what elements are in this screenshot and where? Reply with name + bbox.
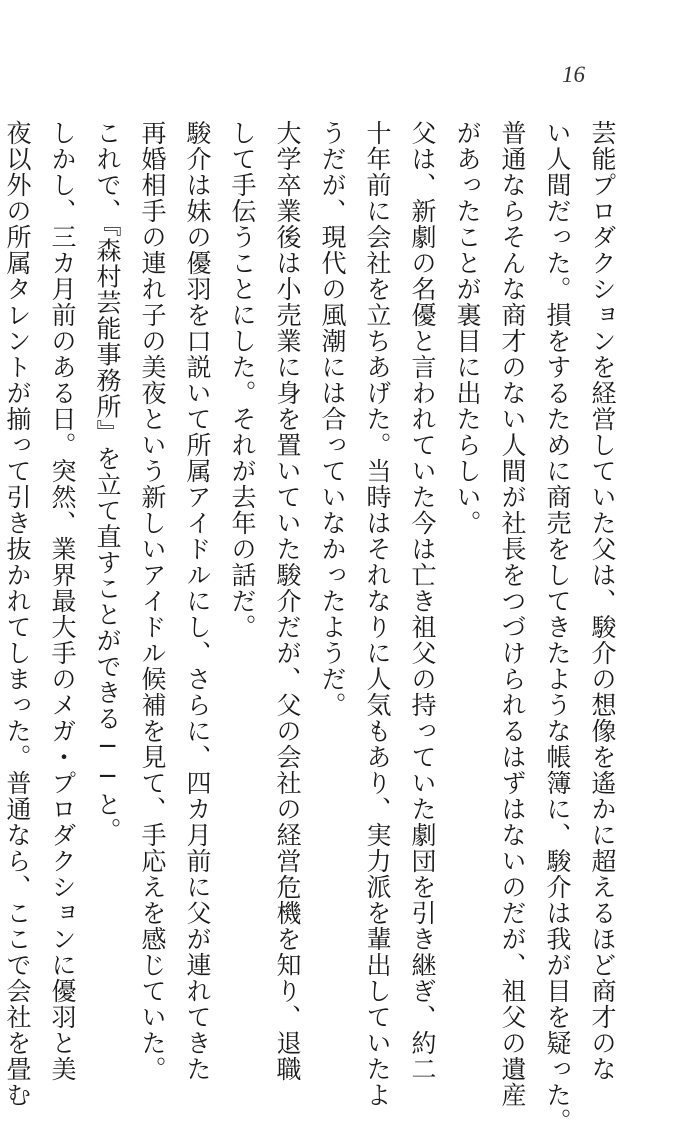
text-line: があったことが裏目に出たらしい。 — [453, 120, 482, 536]
text-line: 父は、新劇の名優と言われていた今は亡き祖父の持っていた劇団を引き継ぎ、約二 — [408, 120, 437, 1082]
text-line: うだが、現代の風潮には合っていなかったようだ。 — [318, 120, 347, 718]
text-line: 夜以外の所属タレントが揃って引き抜かれてしまった。普通なら、ここで会社を畳む — [3, 120, 32, 1108]
text-line: 大学卒業後は小売業に身を置いていた駿介だが、父の会社の経営危機を知り、退職 — [273, 120, 302, 1082]
text-line: 普通ならそんな商才のない人間が社長をつづけられるはずはないのだが、祖父の遺産 — [498, 120, 527, 1108]
text-line: 十年前に会社を立ちあげた。当時はそれなりに人気もあり、実力派を輩出していたよ — [363, 120, 392, 1108]
text-line: して手伝うことにした。それが去年の話だ。 — [228, 120, 257, 640]
text-line: これで、『森村芸能事務所』を立て直すことができる──と。 — [93, 120, 122, 844]
page-number: 16 — [562, 62, 585, 87]
vertical-text-body — [3, 120, 625, 1134]
text-line: 再婚相手の連れ子の美夜という新しいアイドル候補を見て、手応えを感じていた。 — [138, 120, 167, 1082]
text-line: 駿介は妹の優羽を口説いて所属アイドルにし、さらに、四カ月前に父が連れてきた — [183, 120, 212, 1082]
text-line: 芸能プロダクションを経営していた父は、駿介の想像を遙かに超えるほど商才のな — [588, 120, 617, 1082]
text-line: しかし、三カ月前のある日。突然、業界最大手のメガ・プロダクションに優羽と美 — [48, 120, 77, 1082]
text-line: い人間だった。損をするために商売をしてきたような帳簿に、駿介は我が目を疑った。 — [543, 120, 572, 1134]
